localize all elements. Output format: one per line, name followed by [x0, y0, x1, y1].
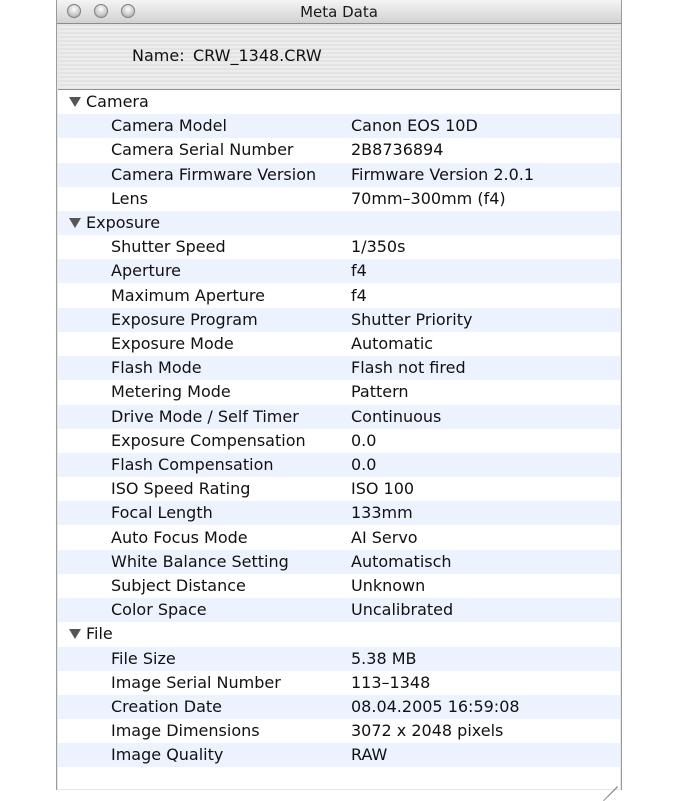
- meta-data-window: [56, 0, 622, 790]
- metadata-key: Image Serial Number: [111, 672, 281, 692]
- metadata-value: 0.0: [351, 430, 377, 450]
- metadata-row[interactable]: [58, 308, 620, 332]
- metadata-row[interactable]: [58, 501, 620, 525]
- metadata-key: Camera Serial Number: [111, 140, 294, 160]
- resize-grip-icon[interactable]: [602, 771, 618, 787]
- metadata-key: Camera Model: [111, 116, 227, 136]
- metadata-row[interactable]: [58, 695, 620, 719]
- metadata-value: Canon EOS 10D: [351, 116, 478, 136]
- metadata-row[interactable]: [58, 550, 620, 574]
- metadata-value: 133mm: [351, 503, 413, 523]
- metadata-value: Shutter Priority: [351, 309, 473, 329]
- metadata-value: 70mm–300mm (f4): [351, 188, 506, 208]
- file-name: CRW_1348.CRW: [193, 46, 322, 65]
- metadata-key: Drive Mode / Self Timer: [111, 406, 299, 426]
- metadata-value: f4: [351, 285, 367, 305]
- metadata-row[interactable]: [58, 526, 620, 550]
- group-row-camera[interactable]: [58, 90, 620, 114]
- group-row-file[interactable]: [58, 622, 620, 646]
- disclosure-triangle-icon[interactable]: [69, 97, 81, 107]
- metadata-row[interactable]: [58, 380, 620, 404]
- title-bar[interactable]: [57, 0, 621, 24]
- name-label: Name:: [132, 46, 185, 65]
- group-label: Exposure: [86, 213, 161, 232]
- metadata-value: 3072 x 2048 pixels: [351, 721, 504, 741]
- metadata-row[interactable]: [58, 719, 620, 743]
- group-label: File: [86, 624, 113, 644]
- metadata-key: Shutter Speed: [111, 237, 226, 257]
- metadata-value: Pattern: [351, 382, 409, 402]
- metadata-key: Exposure Mode: [111, 334, 234, 353]
- metadata-key: White Balance Setting: [111, 551, 289, 571]
- disclosure-triangle-icon[interactable]: [69, 218, 81, 228]
- metadata-row[interactable]: [58, 114, 620, 138]
- metadata-key: Image Quality: [111, 745, 224, 765]
- metadata-key: Flash Compensation: [111, 455, 274, 474]
- metadata-value: 08.04.2005 16:59:08: [351, 697, 520, 716]
- metadata-value: 1/350s: [351, 237, 406, 257]
- metadata-key: Focal Length: [111, 503, 213, 523]
- metadata-row[interactable]: [58, 743, 620, 767]
- metadata-value: 0.0: [351, 455, 377, 474]
- metadata-value: AI Servo: [351, 527, 418, 547]
- metadata-key: Flash Mode: [111, 358, 202, 378]
- metadata-row[interactable]: [58, 356, 620, 380]
- metadata-row[interactable]: [58, 453, 620, 477]
- metadata-row[interactable]: [58, 598, 620, 622]
- metadata-value: Unknown: [351, 576, 426, 595]
- metadata-value: 113–1348: [351, 672, 431, 692]
- metadata-key: Auto Focus Mode: [111, 527, 248, 547]
- metadata-row[interactable]: [58, 284, 620, 308]
- group-label: Camera: [86, 92, 149, 111]
- metadata-row[interactable]: [58, 574, 620, 598]
- metadata-row[interactable]: [58, 138, 620, 162]
- metadata-key: Aperture: [111, 261, 182, 281]
- metadata-value: Automatisch: [351, 551, 452, 571]
- metadata-key: Lens: [111, 188, 148, 208]
- metadata-row[interactable]: [58, 477, 620, 501]
- metadata-row[interactable]: [58, 235, 620, 259]
- metadata-key: Color Space: [111, 600, 207, 620]
- name-header: [57, 24, 621, 88]
- group-row-exposure[interactable]: [58, 211, 620, 235]
- metadata-value: Continuous: [351, 406, 442, 426]
- metadata-key: Subject Distance: [111, 576, 246, 595]
- metadata-value: Uncalibrated: [351, 600, 454, 620]
- metadata-row[interactable]: [58, 259, 620, 283]
- metadata-row[interactable]: [58, 332, 620, 356]
- metadata-key: Metering Mode: [111, 382, 231, 402]
- metadata-outline-table[interactable]: [58, 89, 620, 789]
- metadata-row[interactable]: [58, 405, 620, 429]
- window-title: Meta Data: [300, 3, 378, 21]
- metadata-row[interactable]: [58, 647, 620, 671]
- metadata-row[interactable]: [58, 429, 620, 453]
- disclosure-triangle-icon[interactable]: [69, 629, 81, 639]
- metadata-key: Maximum Aperture: [111, 285, 265, 305]
- metadata-row[interactable]: [58, 187, 620, 211]
- metadata-row[interactable]: [58, 671, 620, 695]
- metadata-value: Firmware Version 2.0.1: [351, 164, 535, 184]
- metadata-value: RAW: [351, 745, 388, 765]
- metadata-value: 2B8736894: [351, 140, 444, 160]
- metadata-key: ISO Speed Rating: [111, 479, 251, 499]
- metadata-key: File Size: [111, 648, 176, 668]
- metadata-value: f4: [351, 261, 367, 281]
- metadata-value: Flash not fired: [351, 358, 466, 378]
- metadata-key: Image Dimensions: [111, 721, 260, 741]
- metadata-key: Camera Firmware Version: [111, 164, 317, 184]
- metadata-key: Exposure Program: [111, 309, 258, 329]
- metadata-key: Creation Date: [111, 697, 223, 716]
- metadata-value: ISO 100: [351, 479, 415, 499]
- metadata-key: Exposure Compensation: [111, 430, 306, 450]
- metadata-value: Automatic: [351, 334, 434, 353]
- metadata-value: 5.38 MB: [351, 648, 417, 668]
- metadata-row[interactable]: [58, 163, 620, 187]
